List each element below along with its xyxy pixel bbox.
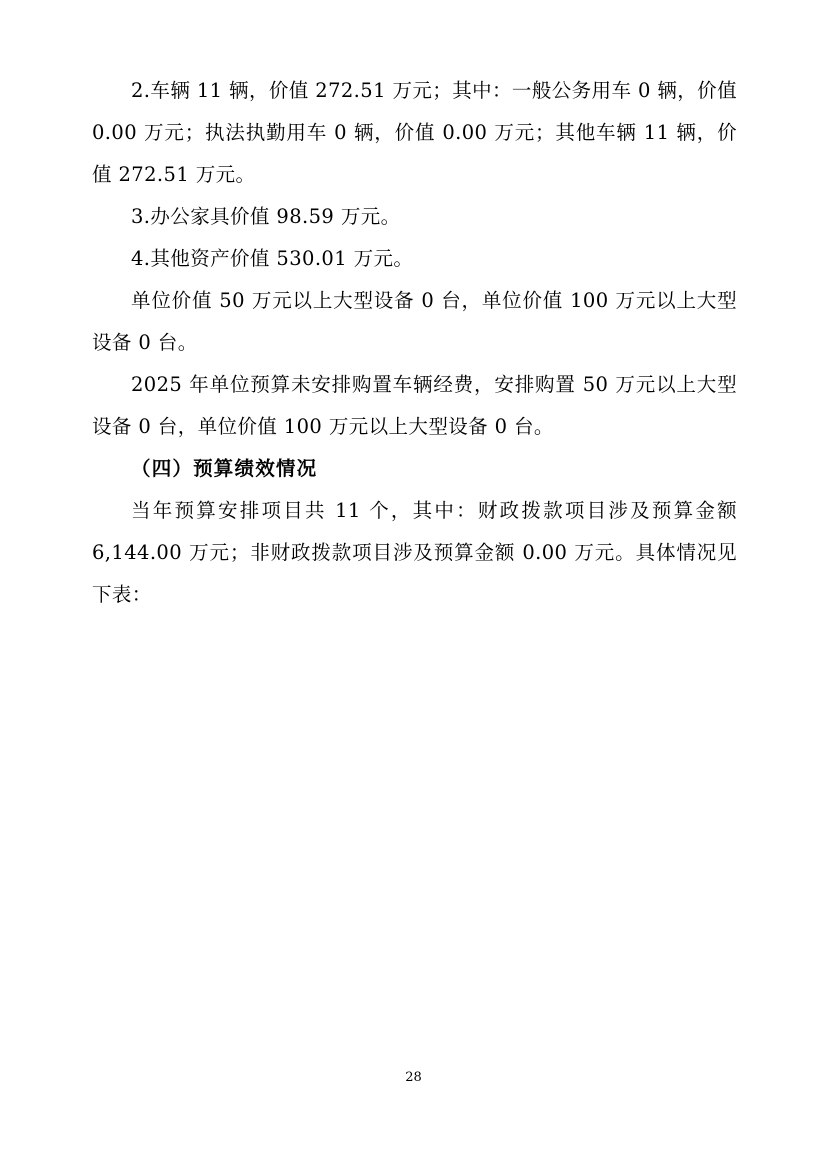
- paragraph-office-furniture: 3.办公家具价值 98.59 万元。: [131, 205, 401, 228]
- document-body: [92, 70, 737, 616]
- paragraph-vehicles: 2.车辆 11 辆，价值 272.51 万元；其中：一般公务用车 0 辆，价值 0.00 万元；执法执勤用车 0 辆，价值 0.00 万元；其他车辆 11 辆，价值 272.51 万元。: [92, 79, 737, 186]
- paragraph-project-summary: 当年预算安排项目共 11 个，其中：财政拨款项目涉及预算金额 6,144.00 万元；非财政拨款项目涉及预算金额 0.00 万元。具体情况见下表：: [92, 499, 737, 606]
- paragraph-large-equipment: 单位价值 50 万元以上大型设备 0 台，单位价值 100 万元以上大型设备 0 台。: [92, 289, 737, 354]
- paragraph-2025-budget: 2025 年单位预算未安排购置车辆经费，安排购置 50 万元以上大型设备 0 台，单位价值 100 万元以上大型设备 0 台。: [92, 373, 737, 438]
- page-number: 28: [405, 1070, 422, 1085]
- paragraph-other-assets: 4.其他资产价值 530.01 万元。: [131, 247, 414, 270]
- section-heading-budget-performance: （四）预算绩效情况: [131, 457, 318, 480]
